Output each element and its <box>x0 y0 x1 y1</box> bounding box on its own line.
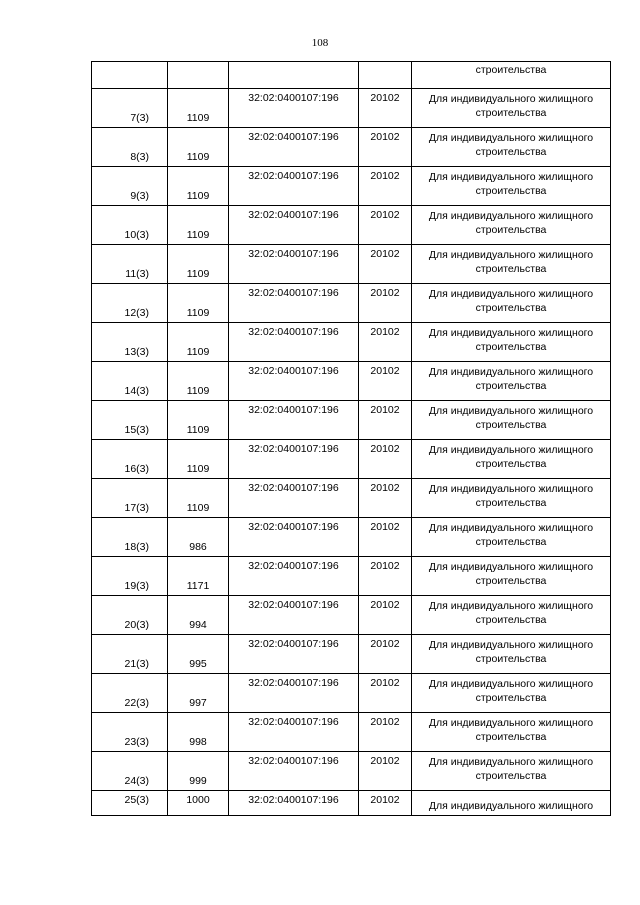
cell-cadastral <box>229 401 359 440</box>
table-row <box>92 206 611 245</box>
cell-use-text: Для индивидуального жилищного строительства <box>428 132 594 158</box>
cell-num <box>92 401 168 440</box>
cell-cadastral-text: 32:02:0400107:196 <box>248 92 339 104</box>
table-row <box>92 596 611 635</box>
cell-num-text: 18(3) <box>124 541 149 553</box>
cell-area-text: 1109 <box>186 268 210 280</box>
cell-cadastral-text: 32:02:0400107:196 <box>248 482 339 494</box>
cell-num <box>92 167 168 206</box>
cell-cadastral <box>229 89 359 128</box>
cell-use <box>412 89 611 128</box>
cell-num-text: 14(3) <box>124 385 149 397</box>
cell-cadastral <box>229 167 359 206</box>
cell-num-text: 16(3) <box>124 463 149 475</box>
cell-use <box>412 557 611 596</box>
cell-use <box>412 635 611 674</box>
cell-code-text: 20102 <box>370 365 400 377</box>
cell-use-text: Для индивидуального жилищного строительства <box>428 717 594 743</box>
cell-cadastral <box>229 791 359 816</box>
cell-use <box>412 596 611 635</box>
cell-cadastral <box>229 284 359 323</box>
table-row <box>92 284 611 323</box>
cell-use-text: Для индивидуального жилищного строительства <box>428 756 594 782</box>
cell-use-text: Для индивидуального жилищного строительства <box>428 600 594 626</box>
cell-use <box>412 206 611 245</box>
cell-use <box>412 479 611 518</box>
cell-area <box>168 674 229 713</box>
cell-use-text: Для индивидуального жилищного строительства <box>428 444 594 470</box>
cell-use <box>412 62 611 89</box>
cell-cadastral-text: 32:02:0400107:196 <box>248 599 339 611</box>
cell-num <box>92 479 168 518</box>
cell-code <box>359 635 412 674</box>
cell-code-text: 20102 <box>370 560 400 572</box>
cell-use-text: Для индивидуального жилищного строительства <box>428 171 594 197</box>
cell-use <box>412 752 611 791</box>
cell-area-text: 1109 <box>186 112 210 124</box>
cell-num <box>92 206 168 245</box>
cell-area <box>168 479 229 518</box>
cell-use-text: Для индивидуального жилищного строительства <box>428 522 594 548</box>
cell-num-text: 25(3) <box>124 794 149 806</box>
cell-area <box>168 167 229 206</box>
cell-area-text: 995 <box>189 658 207 670</box>
cell-num <box>92 89 168 128</box>
cell-num-text: 15(3) <box>124 424 149 436</box>
cell-num <box>92 752 168 791</box>
cell-num-text: 17(3) <box>124 502 149 514</box>
cell-num-text: 8(3) <box>130 151 149 163</box>
cell-use <box>412 713 611 752</box>
cell-cadastral <box>229 206 359 245</box>
cell-use <box>412 518 611 557</box>
table-row <box>92 635 611 674</box>
cell-use-text: Для индивидуального жилищного строительства <box>428 561 594 587</box>
cell-code-text: 20102 <box>370 638 400 650</box>
cell-use <box>412 284 611 323</box>
cell-use <box>412 362 611 401</box>
cell-area <box>168 245 229 284</box>
cell-area <box>168 635 229 674</box>
cell-area-text: 999 <box>189 775 207 787</box>
table-row <box>92 89 611 128</box>
table-row <box>92 128 611 167</box>
cell-cadastral <box>229 752 359 791</box>
table-body <box>92 62 611 816</box>
cell-num <box>92 362 168 401</box>
cell-num-text: 24(3) <box>124 775 149 787</box>
cell-area-text: 986 <box>189 541 207 553</box>
cell-cadastral <box>229 479 359 518</box>
cell-area-text: 1109 <box>186 346 210 358</box>
cell-code <box>359 401 412 440</box>
cell-code <box>359 89 412 128</box>
cell-cadastral <box>229 128 359 167</box>
cell-area <box>168 89 229 128</box>
cell-cadastral <box>229 674 359 713</box>
cell-code <box>359 479 412 518</box>
cell-cadastral-text: 32:02:0400107:196 <box>248 521 339 533</box>
cell-num-text: 22(3) <box>124 697 149 709</box>
cell-cadastral-text: 32:02:0400107:196 <box>248 326 339 338</box>
cell-use-text: Для индивидуального жилищного строительства <box>428 249 594 275</box>
cell-code-text: 20102 <box>370 248 400 260</box>
cell-num-text: 7(3) <box>130 112 149 124</box>
cell-code <box>359 128 412 167</box>
cell-area <box>168 557 229 596</box>
cell-use-text: Для индивидуального жилищного строительства <box>428 288 594 314</box>
cell-num-text: 12(3) <box>124 307 149 319</box>
table-row <box>92 557 611 596</box>
cell-num-text: 11(3) <box>125 268 149 280</box>
cell-code-text: 20102 <box>370 599 400 611</box>
cell-code-text: 20102 <box>370 677 400 689</box>
cell-num <box>92 674 168 713</box>
cell-code <box>359 791 412 816</box>
table-row-continued <box>92 62 611 89</box>
cell-code-text: 20102 <box>370 170 400 182</box>
cell-cadastral <box>229 518 359 557</box>
cell-code-text: 20102 <box>370 131 400 143</box>
cell-area <box>168 518 229 557</box>
cell-code <box>359 62 412 89</box>
cell-code <box>359 674 412 713</box>
cell-code-text: 20102 <box>370 404 400 416</box>
table-row <box>92 479 611 518</box>
cell-code-text: 20102 <box>370 716 400 728</box>
cell-num <box>92 284 168 323</box>
cell-cadastral <box>229 440 359 479</box>
cell-use-text: Для индивидуального жилищного строительства <box>428 93 594 119</box>
cell-code <box>359 167 412 206</box>
cell-cadastral <box>229 713 359 752</box>
cell-num <box>92 596 168 635</box>
page-number: 108 <box>311 37 329 49</box>
cell-area <box>168 62 229 89</box>
cell-code <box>359 518 412 557</box>
cell-use-text: Для индивидуального жилищного <box>428 800 594 812</box>
cell-area-text: 1000 <box>186 794 210 806</box>
cell-num <box>92 791 168 816</box>
table-row <box>92 401 611 440</box>
cell-area <box>168 362 229 401</box>
cell-cadastral <box>229 323 359 362</box>
cell-num <box>92 245 168 284</box>
cell-code <box>359 713 412 752</box>
table-row <box>92 752 611 791</box>
cell-num-text: 13(3) <box>124 346 149 358</box>
cell-cadastral-text: 32:02:0400107:196 <box>248 170 339 182</box>
cell-num-text: 10(3) <box>124 229 149 241</box>
cell-area-text: 998 <box>189 736 207 748</box>
use-text: строительства <box>475 64 547 76</box>
cell-code-text: 20102 <box>370 326 400 338</box>
cell-area-text: 1109 <box>186 385 210 397</box>
table-row <box>92 362 611 401</box>
cell-num-text: 23(3) <box>124 736 149 748</box>
cell-num <box>92 128 168 167</box>
cell-num <box>92 713 168 752</box>
cell-cadastral-text: 32:02:0400107:196 <box>248 638 339 650</box>
cell-code-text: 20102 <box>370 287 400 299</box>
cell-cadastral-text: 32:02:0400107:196 <box>248 443 339 455</box>
table-row <box>92 713 611 752</box>
cell-use <box>412 323 611 362</box>
cell-use-text: Для индивидуального жилищного строительства <box>428 639 594 665</box>
cell-code <box>359 557 412 596</box>
cell-code-text: 20102 <box>370 755 400 767</box>
cell-area <box>168 596 229 635</box>
cell-code <box>359 596 412 635</box>
cell-area <box>168 791 229 816</box>
table-row <box>92 167 611 206</box>
cell-area-text: 1171 <box>186 580 210 592</box>
cell-use <box>412 245 611 284</box>
cell-area <box>168 323 229 362</box>
cell-use-text: Для индивидуального жилищного строительства <box>428 405 594 431</box>
cell-use-text: Для индивидуального жилищного строительства <box>428 327 594 353</box>
table-row <box>92 518 611 557</box>
cell-num <box>92 62 168 89</box>
cell-use <box>412 401 611 440</box>
cell-area-text: 1109 <box>186 424 210 436</box>
cell-cadastral <box>229 596 359 635</box>
cell-area-text: 997 <box>189 697 207 709</box>
cell-area <box>168 128 229 167</box>
cell-code <box>359 245 412 284</box>
cell-code-text: 20102 <box>370 443 400 455</box>
table-row <box>92 674 611 713</box>
cell-code-text: 20102 <box>370 521 400 533</box>
table-row <box>92 440 611 479</box>
table-row <box>92 323 611 362</box>
cell-num-text: 21(3) <box>124 658 149 670</box>
cell-area-text: 1109 <box>186 307 210 319</box>
cell-code <box>359 440 412 479</box>
cell-code <box>359 362 412 401</box>
cell-num <box>92 635 168 674</box>
cell-area-text: 1109 <box>186 502 210 514</box>
cell-area <box>168 713 229 752</box>
cell-num <box>92 440 168 479</box>
cell-cadastral-text: 32:02:0400107:196 <box>248 794 339 806</box>
cell-use <box>412 440 611 479</box>
table-row <box>92 791 611 816</box>
cell-cadastral <box>229 362 359 401</box>
land-plots-table <box>91 61 611 816</box>
cell-cadastral-text: 32:02:0400107:196 <box>248 404 339 416</box>
cell-num <box>92 518 168 557</box>
cell-cadastral <box>229 62 359 89</box>
cell-area-text: 994 <box>189 619 207 631</box>
cell-area <box>168 284 229 323</box>
cell-cadastral-text: 32:02:0400107:196 <box>248 716 339 728</box>
cell-area-text: 1109 <box>186 151 210 163</box>
cell-cadastral-text: 32:02:0400107:196 <box>248 287 339 299</box>
cell-area-text: 1109 <box>186 190 210 202</box>
cell-num-text: 9(3) <box>130 190 149 202</box>
cell-num-text: 19(3) <box>124 580 149 592</box>
cell-cadastral-text: 32:02:0400107:196 <box>248 131 339 143</box>
cell-cadastral-text: 32:02:0400107:196 <box>248 365 339 377</box>
cell-code-text: 20102 <box>370 794 400 806</box>
cell-code-text: 20102 <box>370 482 400 494</box>
cell-use-text: Для индивидуального жилищного строительства <box>428 366 594 392</box>
cell-cadastral-text: 32:02:0400107:196 <box>248 755 339 767</box>
cell-area <box>168 752 229 791</box>
cell-use <box>412 167 611 206</box>
cell-area <box>168 206 229 245</box>
cell-code <box>359 323 412 362</box>
cell-cadastral-text: 32:02:0400107:196 <box>248 677 339 689</box>
cell-use-text: Для индивидуального жилищного строительства <box>428 483 594 509</box>
cell-use-text: Для индивидуального жилищного строительства <box>428 678 594 704</box>
cell-use-text: Для индивидуального жилищного строительства <box>428 210 594 236</box>
cell-cadastral-text: 32:02:0400107:196 <box>248 209 339 221</box>
cell-num <box>92 557 168 596</box>
cell-use <box>412 128 611 167</box>
cell-use <box>412 674 611 713</box>
cell-code <box>359 284 412 323</box>
cell-area <box>168 401 229 440</box>
cell-code <box>359 752 412 791</box>
table-row <box>92 245 611 284</box>
cell-area <box>168 440 229 479</box>
cell-num-text: 20(3) <box>124 619 149 631</box>
cell-cadastral <box>229 635 359 674</box>
cell-cadastral-text: 32:02:0400107:196 <box>248 560 339 572</box>
cell-use <box>412 791 611 816</box>
cell-cadastral-text: 32:02:0400107:196 <box>248 248 339 260</box>
cell-area-text: 1109 <box>186 463 210 475</box>
cell-num <box>92 323 168 362</box>
cell-cadastral <box>229 245 359 284</box>
cell-area-text: 1109 <box>186 229 210 241</box>
cell-code-text: 20102 <box>370 209 400 221</box>
cell-code <box>359 206 412 245</box>
cell-cadastral <box>229 557 359 596</box>
cell-code-text: 20102 <box>370 92 400 104</box>
